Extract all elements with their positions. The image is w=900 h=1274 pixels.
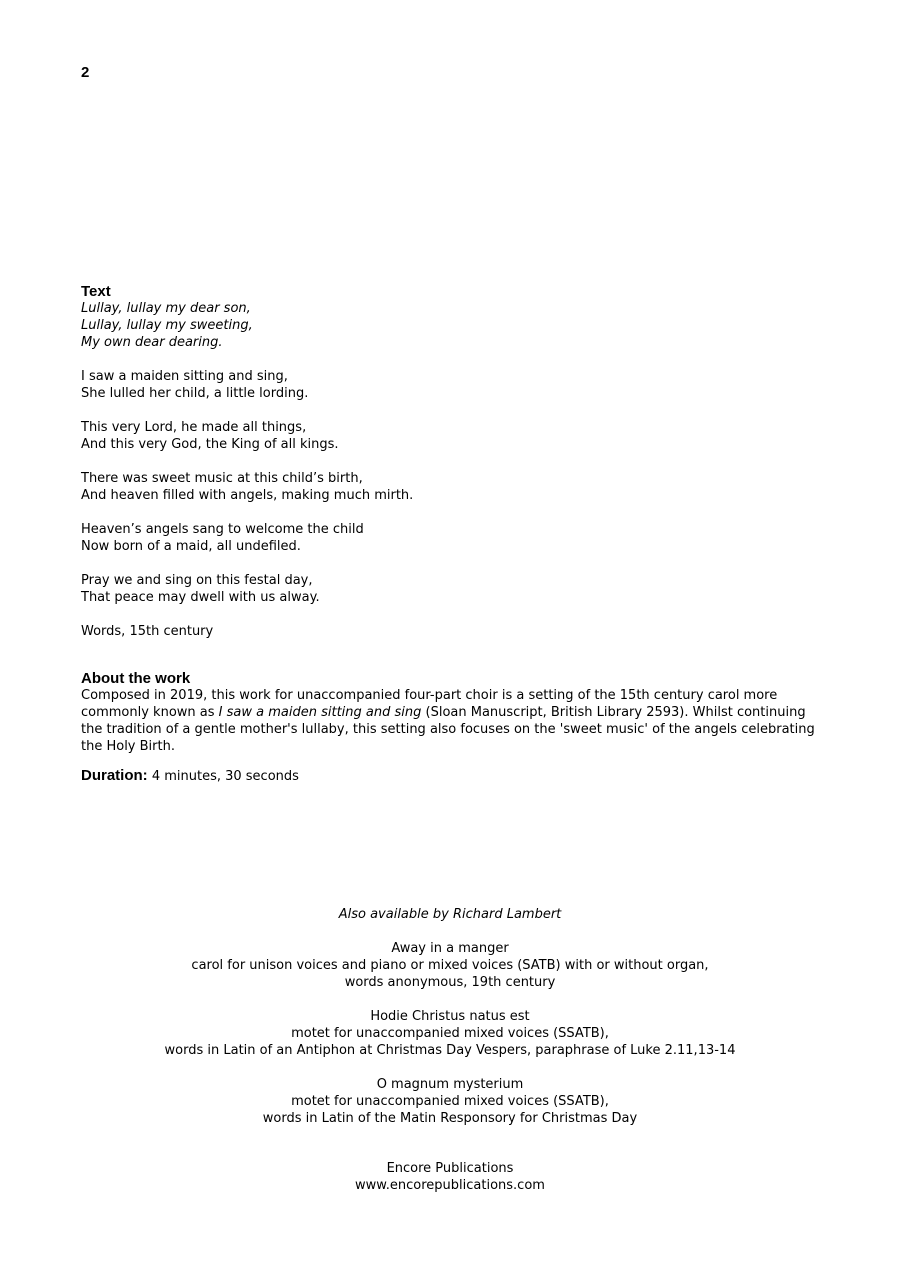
work-entry-1 — [0, 940, 900, 991]
refrain-line: Lullay, lullay my dear son, — [81, 301, 251, 316]
refrain-line: My own dear dearing. — [81, 335, 223, 350]
stanza-line: Heaven’s angels sang to welcome the child — [81, 522, 364, 537]
also-available-heading: Also available by Richard Lambert — [338, 907, 562, 922]
stanza-line: She lulled her child, a little lording. — [81, 386, 309, 401]
text-section — [81, 283, 821, 640]
stanza-line: Now born of a maid, all undefiled. — [81, 539, 301, 554]
work-title: Away in a manger — [391, 941, 509, 956]
duration-line — [81, 767, 821, 785]
refrain — [81, 300, 821, 351]
text-attribution: Words, 15th century — [81, 624, 214, 639]
duration-label: Duration: — [81, 767, 148, 784]
work-words: words anonymous, 19th century — [344, 975, 556, 990]
about-section — [81, 670, 821, 755]
stanza-line: I saw a maiden sitting and sing, — [81, 369, 288, 384]
work-entry-2 — [0, 1008, 900, 1059]
stanza-line: That peace may dwell with us alway. — [81, 590, 320, 605]
stanza-line: Pray we and sing on this festal day, — [81, 573, 313, 588]
work-title: O magnum mysterium — [376, 1077, 524, 1092]
refrain-line: Lullay, lullay my sweeting, — [81, 318, 253, 333]
text-heading: Text — [81, 283, 111, 300]
also-available-section — [0, 906, 900, 1144]
page-number: 2 — [81, 64, 90, 81]
duration-value: 4 minutes, 30 seconds — [151, 769, 299, 784]
publisher-website[interactable]: www.encorepublications.com — [355, 1178, 545, 1193]
work-description: motet for unaccompanied mixed voices (SSATB), — [291, 1026, 609, 1041]
stanza-line: This very Lord, he made all things, — [81, 420, 307, 435]
work-words: words in Latin of an Antiphon at Christmas Day Vespers, paraphrase of Luke 2.11,13-14 — [164, 1043, 736, 1058]
stanza-5 — [81, 572, 821, 606]
stanza-1 — [81, 368, 821, 402]
stanza-2 — [81, 419, 821, 453]
stanza-line: And this very God, the King of all kings. — [81, 437, 339, 452]
stanza-line: And heaven filled with angels, making much mirth. — [81, 488, 414, 503]
about-heading: About the work — [81, 670, 191, 687]
stanza-3 — [81, 470, 821, 504]
work-entry-3 — [0, 1076, 900, 1127]
work-description: motet for unaccompanied mixed voices (SSATB), — [291, 1094, 609, 1109]
stanza-4 — [81, 521, 821, 555]
publisher-name: Encore Publications — [386, 1161, 514, 1176]
work-words: words in Latin of the Matin Responsory for Christmas Day — [262, 1111, 638, 1126]
stanza-line: There was sweet music at this child’s birth, — [81, 471, 363, 486]
about-work-title: I saw a maiden sitting and sing — [218, 705, 422, 720]
about-body — [81, 687, 821, 755]
work-description: carol for unison voices and piano or mixed voices (SATB) with or without organ, — [191, 958, 709, 973]
about-body-text: Composed in 2019, this work for unaccompanied four-part choir is a setting of the 15th century carol more commonly known as — [81, 688, 778, 720]
publisher-block — [0, 1160, 900, 1194]
work-title: Hodie Christus natus est — [370, 1009, 530, 1024]
about-body-text: (Sloan Manuscript, British Library 2593). Whilst continuing the tradition of a gentle mother's lullaby, this setting also focuses on the 'sweet music' of the angels celebrating the Holy Birth. — [81, 705, 815, 754]
